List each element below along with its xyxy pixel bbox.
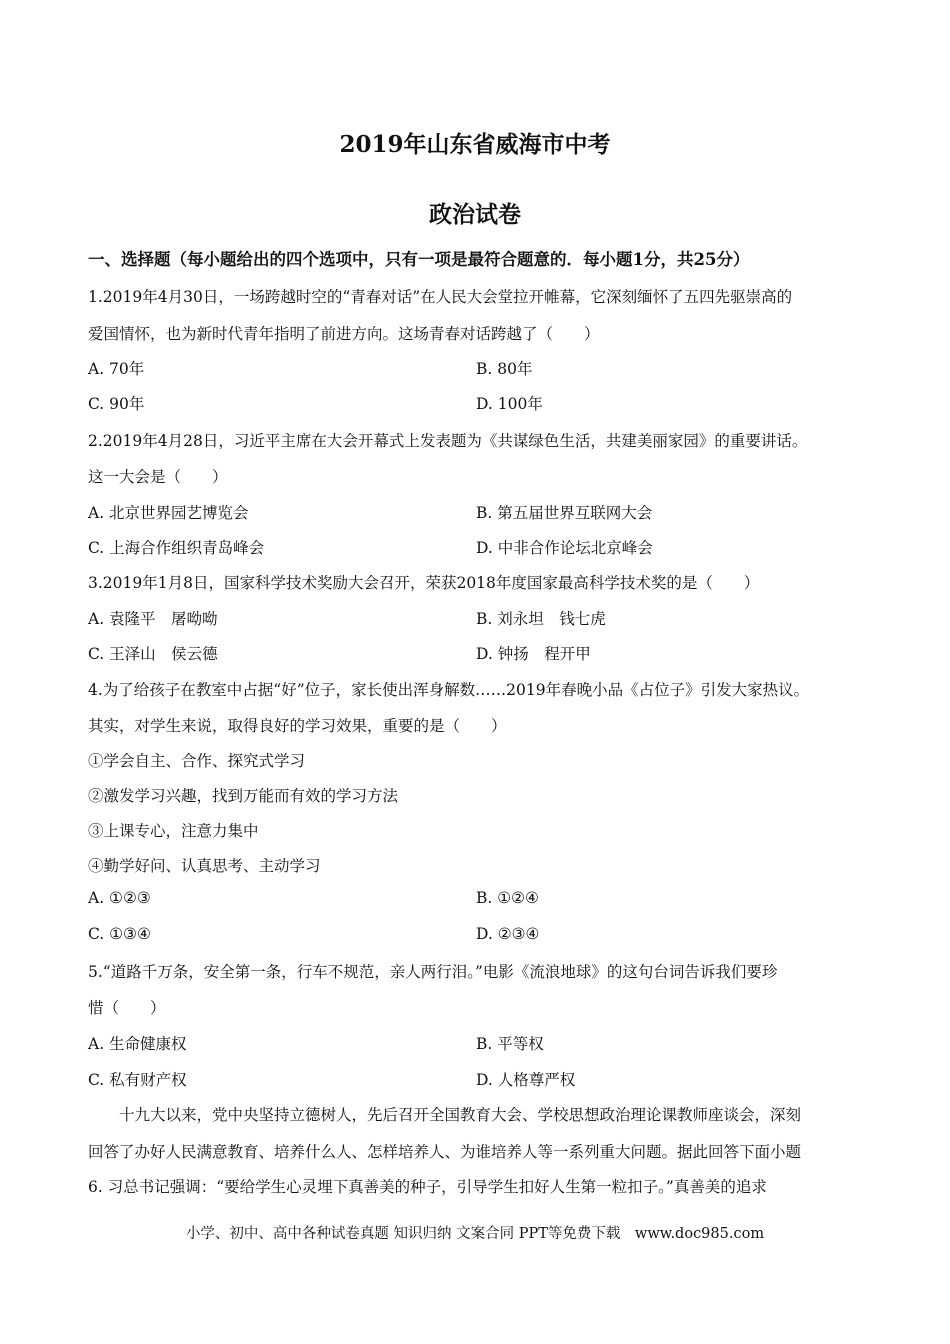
question-5-option-c: C. 私有财产权	[88, 1071, 187, 1089]
question-1-option-a: A. 70年	[88, 360, 145, 378]
question-3-text-line-1: 3.2019年1月8日，国家科学技术奖励大会召开，荣获2018年度国家最高科学技术奖的是（ ）	[88, 574, 760, 592]
question-3-option-b: B. 刘永坦 钱七虎	[476, 610, 606, 628]
question-2-option-c: C. 上海合作组织青岛峰会	[88, 539, 265, 557]
page-subtitle: 政治试卷	[429, 201, 521, 228]
question-5-text-line-1: 5.“道路千万条，安全第一条，行车不规范，亲人两行泪。”电影《流浪地球》的这句台词告诉我们要珍	[88, 963, 778, 981]
question-2-option-b: B. 第五届世界互联网大会	[476, 504, 653, 522]
question-3-option-a: A. 袁隆平 屠呦呦	[88, 610, 218, 628]
passage-line-1: 十九大以来，党中央坚持立德树人，先后召开全国教育大会、学校思想政治理论课教师座谈会，深刻	[88, 1106, 802, 1124]
question-1-option-c: C. 90年	[88, 395, 145, 413]
question-1-option-b: B. 80年	[476, 360, 533, 378]
question-4-statement-1: ①学会自主、合作、探究式学习	[88, 752, 306, 770]
passage-line-2: 回答了办好人民满意教育、培养什么人、怎样培养人、为谁培养人等一系列重大问题。据此回答下面小题	[88, 1143, 802, 1161]
question-4-option-d: D. ②③④	[476, 925, 540, 943]
question-5-option-a: A. 生命健康权	[88, 1035, 187, 1053]
section-heading: 一、选择题（每小题给出的四个选项中，只有一项是最符合题意的．每小题1分，共25分）	[88, 250, 750, 269]
question-2-option-d: D. 中非合作论坛北京峰会	[476, 539, 653, 557]
question-5-text-line-2: 惜（ ）	[88, 999, 166, 1017]
question-1-option-d: D. 100年	[476, 395, 543, 413]
question-4-option-a: A. ①②③	[88, 889, 151, 907]
question-4-statement-2: ②激发学习兴趣，找到万能而有效的学习方法	[88, 787, 399, 805]
question-4-text-line-2: 其实，对学生来说，取得良好的学习效果，重要的是（ ）	[88, 717, 507, 735]
question-1-text-line-1: 1.2019年4月30日，一场跨越时空的“青春对话”在人民大会堂拉开帷幕，它深刻缅怀了五四先驱崇高的	[88, 288, 793, 306]
question-3-option-d: D. 钟扬 程开甲	[476, 645, 591, 663]
question-4-statement-4: ④勤学好问、认真思考、主动学习	[88, 857, 321, 875]
question-1-text-line-2: 爱国情怀，也为新时代青年指明了前进方向。这场青春对话跨越了（ ）	[88, 325, 600, 343]
page-footer: 小学、初中、高中各种试卷真题 知识归纳 文案合同 PPT等免费下载 www.doc985.com	[185, 1226, 765, 1242]
question-4-option-b: B. ①②④	[476, 889, 539, 907]
question-4-text-line-1: 4.为了给孩子在教室中占据“好”位子，家长使出浑身解数……2019年春晚小品《占位子》引发大家热议。	[88, 681, 810, 699]
question-5-option-d: D. 人格尊严权	[476, 1071, 576, 1089]
question-2-text-line-2: 这一大会是（ ）	[88, 468, 228, 486]
question-6-text-line-1: 6. 习总书记强调：“要给学生心灵埋下真善美的种子，引导学生扣好人生第一粒扣子。”真善美的追求	[88, 1178, 767, 1196]
page-title: 2019年山东省威海市中考	[339, 131, 611, 158]
question-4-option-c: C. ①③④	[88, 925, 151, 943]
question-3-option-c: C. 王泽山 侯云德	[88, 645, 218, 663]
question-2-option-a: A. 北京世界园艺博览会	[88, 504, 249, 522]
question-5-option-b: B. 平等权	[476, 1035, 544, 1053]
question-4-statement-3: ③上课专心，注意力集中	[88, 822, 259, 840]
question-2-text-line-1: 2.2019年4月28日，习近平主席在大会开幕式上发表题为《共谋绿色生活，共建美丽家园》的重要讲话。	[88, 432, 808, 450]
